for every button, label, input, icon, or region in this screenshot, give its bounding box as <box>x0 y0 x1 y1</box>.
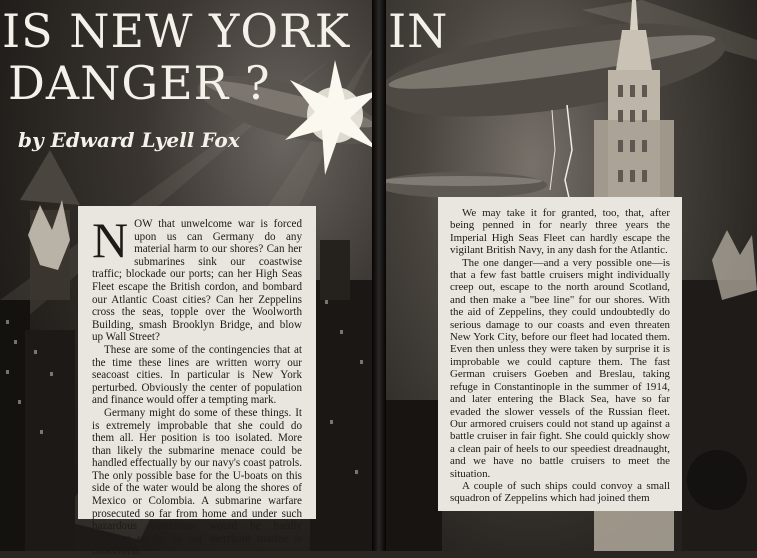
left-paragraph: Germany might do some of these things. It is extremely improbable that she could do them all. Her position is too isolated. More than likely the submarine menace could be handled effectually by our navy's coast patrols. The only possible base for the U-boats on this side of the water would be along the shores of Mexico or Colombia. A submarine warfare prosecuted so far from home and under such hazardous conditions would be hardly effective so far as our merchant marine is concerned. <box>92 406 302 558</box>
right-paragraph: The one danger—and a very possible one—is that a few fast battle cruisers might individually creep out, escape to the north around Scotland, and then make a "bee line" for our shores. With the aid of Zeppelins, they could undoubtedly do serious damage to our coasts and even threaten New York City, before our fleet had located them. Even then unless they were taken by surprise it is improbable we could capture them. The fast German cruisers Goeben and Breslau, taking refuge in Constantinople in the summer of 1914, and later entering the Black Sea, have so far evaded the slower vessels of the Russian fleet. Our armored cruisers could not stand up against a battle cruiser in fair fight. She could quickly show a clean pair of heels to our speediest dreadnaught, and we have no battle cruisers to meet the situation. <box>450 256 670 480</box>
article-title-line-1: IS NEW YORK <box>2 4 351 58</box>
page-gutter <box>372 0 386 551</box>
left-paragraph: These are some of the contingencies that at the time these lines are written worry our seacoast cities. In particular is New York perturbed. Obviously the center of population and finance would offer a tempting mark. <box>92 343 302 407</box>
article-title-line-2: DANGER ? <box>8 56 271 110</box>
drop-cap: N <box>92 212 129 268</box>
right-text-column <box>438 197 682 511</box>
article-title-right: IN <box>388 4 449 58</box>
article-byline: by Edward Lyell Fox <box>18 128 240 152</box>
left-paragraph <box>92 212 302 344</box>
right-paragraph: We may take it for granted, too, that, after being penned in for nearly three years the Imperial High Seas Fleet can hardly escape the vigilant British Navy, in any dash for the Atlantic. <box>450 207 670 257</box>
left-paragraph-text: OW that unwelcome war is forced upon us can Germany do any material harm to our shores? Can her submarines sink our coastwise traffic; blockade our ports; can her High Seas Fleet escape the British cordon, and bombard our Atlantic Coast cities? Can her Zeppelins cross the seas, topple over the Woolworth Building, smash Brooklyn Bridge, and blow up Wall Street? <box>92 218 302 344</box>
right-paragraph: A couple of such ships could convoy a small squadron of Zeppelins which had joined them <box>450 479 670 505</box>
left-text-column <box>78 206 316 558</box>
left-page <box>0 0 378 558</box>
